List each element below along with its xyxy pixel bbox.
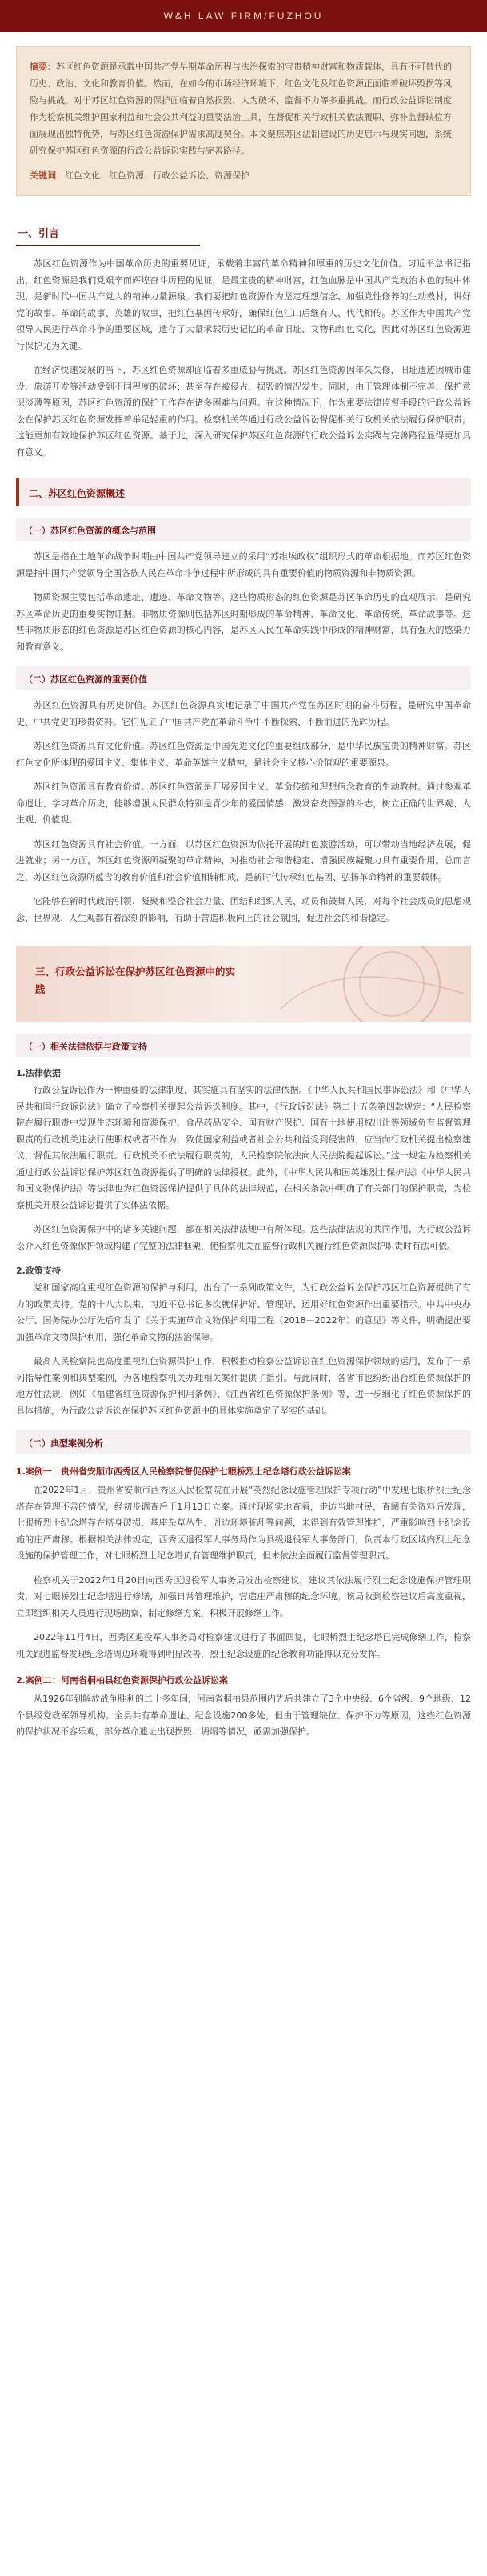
paragraph: 物质资源主要包括革命遗址、遗迹、革命文物等。这些物质形态的红色资源是苏区革命历史的直观展示，是研究苏区革命历史的重要实物证据。非物质资源则包括苏区时期形成的革命精神、革命文化、革命传统、革命故事等。这些非物质形态的红色资源是苏区红色资源的核心内容，是苏区人民在革命实践中形成的精神财富，具有强大的感染力和教育意义。: [16, 592, 471, 652]
paragraph: 苏区红色资源作为中国革命历史的重要见证，承载着丰富的革命精神和厚重的历史文化价值。习近平总书记指出，红色资源是我们党艰辛而辉煌奋斗历程的见证，是最宝贵的精神财富，红色血脉是中国共产党政治本色的集中体现，是新时代中国共产党人的精神力量源泉。我们要把红色资源作为坚定理想信念、加强党性修养的生动教材，讲好党的故事、革命的故事、英雄的故事，把红色基因传承好，确保红色江山后继有人、代代相传。苏区作为中国共产党领导人民进行革命斗争的重要区域，遗存了大量承载历史记忆的革命旧址、文物和红色文化，因此对苏区红色资源进行保护尤为关键。: [16, 258, 471, 351]
paragraph: 苏区是指在土地革命战争时期由中国共产党领导建立的采用“苏维埃政权”组织形式的革命根据地。而苏区红色资源是指中国共产党领导全国各族人民在革命斗争过程中所形成的具有重要价值的物质资源和非物质资源。: [16, 551, 471, 578]
abstract-label: 摘要：: [30, 62, 56, 72]
subsection-heading: [16, 666, 471, 690]
paragraph: 在2022年1月，贵州省安顺市西秀区人民检察院在开展“英烈纪念设施管理保护专项行动”中发现七眼桥烈士纪念塔存在管理不善的情况，经初步调查后于1月13日立案。通过现场实地查看，走访当地村民，查阅有关资料后发现，七眼桥烈士纪念塔存在塔身破损、基座杂草丛生、周边环境脏乱等问题，未得到有效管理维护，严重影响烈士纪念设施的庄严肃穆。根据相关法律规定，西秀区退役军人事务局作为县级退役军人事务部门，负责本行政区域内烈士纪念设施的保护管理工作，对七眼桥烈士纪念塔负有管理维护职责，但未依法全面履行监督管理职责。: [16, 1485, 471, 1561]
case-heading: 2.案例二：河南省桐柏县红色资源保护行政公益诉讼案: [16, 1675, 228, 1686]
section-title: 三、行政公益诉讼在保护苏区红色资源中的实践: [35, 966, 236, 995]
paragraph: 2022年11月4日，西秀区退役军人事务局对检察建议进行了书面回复，七眼桥烈士纪念塔已完成修缮工作，检察机关跟进监督发现纪念塔周边环境得到明显改善，烈士纪念设施的纪念教育功能得以充分发挥。: [16, 1632, 471, 1659]
paragraph: 行政公益诉讼作为一种重要的法律制度，其实施具有坚实的法律依据。《中华人民共和国民事诉讼法》和《中华人民共和国行政诉讼法》确立了检察机关提起公益诉讼制度。其中，《行政诉讼法》第二十五条第四款规定：“人民检察院在履行职责中发现生态环境和资源保护、食品药品安全、国有财产保护、国有土地使用权出让等领域负有监督管理职责的行政机关违法行使职权或者不作为，致使国家利益或者社会公共利益受到侵害的，应当向行政机关提出检察建议，督促其依法履行职责。行政机关不依法履行职责的，人民检察院依法向人民法院提起诉讼。”这一规定为检察机关通过行政公益诉讼保护苏区红色资源提供了明确的法律授权。此外，《中华人民共和国英雄烈士保护法》《中华人民共和国文物保护法》等法律也为红色资源保护提供了具体的法律规范，在相关条款中明确了有关部门的保护职责，为检察机关开展公益诉讼提供了实体法依据。: [16, 1085, 471, 1210]
paragraph: 苏区红色资源具有教育价值。苏区红色资源是开展爱国主义、革命传统和理想信念教育的生动教材。通过参观革命遗址、学习革命历史，能够增强人民群众特别是青少年的爱国情感，激发奋发图强的斗志，树立正确的世界观、人生观、价值观。: [16, 782, 471, 825]
paragraph: 在经济快速发展的当下，苏区红色资源却面临着多重威胁与挑战。苏区红色资源因年久失修，旧址遗迹因城市建设、旅游开发等活动受到不同程度的破坏；甚至存在被侵占、损毁的情况发生。同时，由于管理体制不完善、保护意识淡薄等原因，苏区红色资源的保护工作存在诸多困难与问题。在这种情况下，作为重要法律监督手段的行政公益诉讼在保护苏区红色资源发挥着举足轻重的作用。检察机关等通过行政公益诉讼督促相关行政机关依法履行保护职责，这能更加有效地保护苏区红色资源。基于此，深入研究保护苏区红色资源的行政公益诉讼实践与完善路径显得更加具有意义。: [16, 365, 471, 458]
brand-name: W&H LAW FIRM/FUZHOU: [163, 10, 324, 22]
subsection-heading: [16, 1430, 471, 1454]
subsection-heading: [16, 518, 471, 541]
item-heading: 1.法律依据: [16, 1068, 61, 1078]
keywords-text: 红色文化、红色资源、行政公益诉讼、资源保护: [65, 170, 249, 181]
section-title: 一、引言: [18, 228, 60, 240]
paragraph: 它能够在新时代政治引领、凝聚和整合社会力量、团结和组织人民、动员和鼓舞人民，对每个社会成员的思想观念、世界观、人生观都有着深刻的影响，有助于营造积极向上的社会氛围，促进社会的和谐稳定。: [16, 896, 471, 923]
paragraph: 苏区红色资源具有历史价值。苏区红色资源真实地记录了中国共产党在苏区时期的奋斗历程，是研究中国革命史、中共党史的珍贵资料。它们见证了中国共产党在革命斗争中不断探索、不断前进的光辉历程。: [16, 700, 471, 727]
paragraph: 从1926年到解放战争胜利的二十多年间，河南省桐柏县范围内先后共建立了3个中央级、6个省级、9个地级、12个县级党政军领导机构。全县共有革命遗址、纪念设施200多处，但由于管理缺位、保护不力等原因，这些红色资源的保护状况不容乐观，部分革命遗址出现损毁、坍塌等情况，亟需加强保护。: [16, 1694, 471, 1737]
section-banner-image: [16, 946, 471, 1022]
paragraph: 最高人民检察院也高度重视红色资源保护工作，积极推动检察公益诉讼在红色资源保护领域的运用，发布了一系列指导性案例和典型案例，为各地检察机关办理相关案件提供了指引。与此同时，各省市也纷纷出台红色资源保护的地方性法规，例如《福建省红色资源保护利用条例》、《江西省红色资源保护条例》等，进一步细化了红色资源保护的具体措施，为行政公益诉讼在保护苏区红色资源中的具体实施奠定了坚实的基础。: [16, 1356, 471, 1416]
item-heading: 2.政策支持: [16, 1266, 61, 1276]
section-title: 二、苏区红色资源概述: [29, 488, 126, 499]
paragraph: 苏区红色资源具有文化价值。苏区红色资源是中国先进文化的重要组成部分，是中华民族宝贵的精神财富。苏区红色文化所体现的爱国主义、集体主义、革命英雄主义精神，是社会主义核心价值观的重要源泉。: [16, 741, 471, 768]
keywords-line: [30, 167, 457, 184]
case-heading: 1.案例一：贵州省安顺市西秀区人民检察院督促保护七眼桥烈士纪念塔行政公益诉讼案: [16, 1466, 351, 1477]
top-banner: [0, 0, 487, 32]
paragraph: 苏区红色资源保护中的诸多关键问题，都在相关法律法规中有所体现。这些法律法规的共同作用，为行政公益诉讼介入红色资源保护领域构建了完整的法律框架，使检察机关在监督行政机关履行红色资源保护职责时有法可依。: [16, 1224, 471, 1251]
paragraph: 党和国家高度重视红色资源的保护与利用，出台了一系列政策文件，为行政公益诉讼保护苏区红色资源提供了有力的政策支持。党的十八大以来，习近平总书记多次就保护好、管理好、运用好红色资源作出重要指示。中共中央办公厅、国务院办公厅先后印发了《关于实施革命文物保护利用工程（2018－2022年）的意见》等文件，明确提出要加强革命文物保护利用，强化革命文物的法治保障。: [16, 1282, 471, 1342]
abstract-paragraph: [30, 58, 457, 159]
abstract-box: [16, 46, 471, 196]
abstract-text: 苏区红色资源是承载中国共产党早期革命历程与法治探索的宝贵精神财富和物质载体，具有不可替代的历史、政治、文化和教育价值。然而，在如今的市场经济环境下，红色文化及红色资源正面临着破坏毁损等风险与挑战。对于苏区红色资源的保护面临着自然损毁、人为破坏、监督不力等多重挑战。而行政公益诉讼制度作为检察机关维护国家利益和社会公共利益的重要法治工具，在督促相关行政机关依法履职、弥补监督缺位方面展现出独特优势，与苏区红色资源保护需求高度契合。本文聚焦苏区法制建设的历史启示与现实问题，系统研究保护苏区红色资源的行政公益诉讼实践与完善路径。: [30, 62, 452, 156]
subsection-title: （一）苏区红色资源的概念与范围: [24, 526, 156, 536]
subsection-title: （二）苏区红色资源的重要价值: [24, 674, 147, 685]
paragraph: 苏区红色资源具有社会价值。一方面，以苏区红色资源为依托开展的红色旅游活动，可以带动当地经济发展，促进就业；另一方面，苏区红色资源所凝聚的革命精神，对推动社会和谐稳定、增强民族凝聚力具有重要作用。总而言之，苏区红色资源所蕴含的教育价值和社会价值相辅相成，是新时代传承红色基因、弘扬革命精神的重要载体。: [16, 838, 471, 882]
subsection-title: （一）相关法律依据与政策支持: [24, 1042, 147, 1052]
subsection-heading: [16, 1034, 471, 1057]
subsection-title: （二）典型案例分析: [24, 1438, 103, 1449]
paragraph: 检察机关于2022年1月20日向西秀区退役军人事务局发出检察建议，建议其依法履行烈士纪念设施保护管理职责，对七眼桥烈士纪念塔进行修缮，加强日常管理维护，营造庄严肃穆的纪念环境。该局收到检察建议后高度重视，立即组织相关人员进行现场勘察，制定修缮方案，积极开展修缮工作。: [16, 1574, 471, 1618]
section-heading-intro: [16, 225, 471, 246]
section-underline: [16, 245, 200, 246]
section-banner-overview: [16, 478, 471, 506]
keywords-label: 关键词：: [30, 170, 65, 181]
